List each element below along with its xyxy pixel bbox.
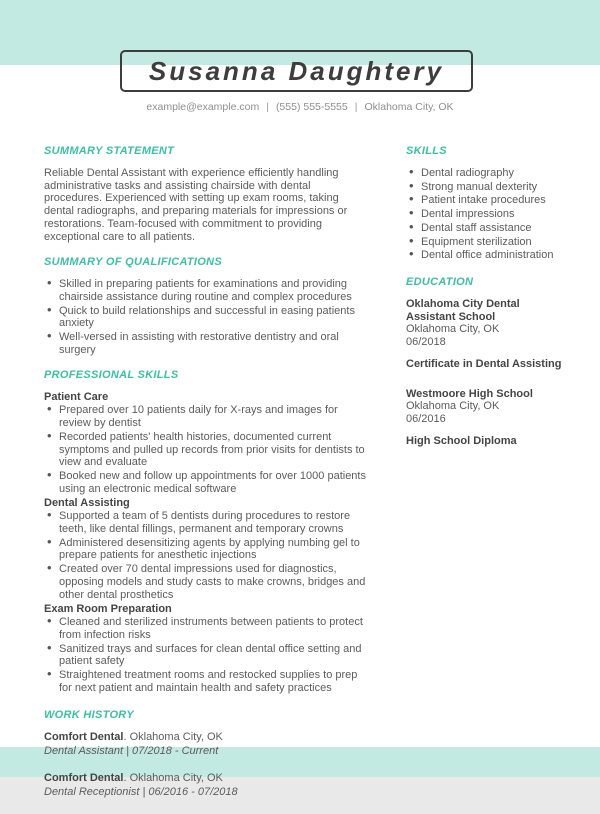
list-item: • Quick to build relationships and successful in easing patients anxiety xyxy=(44,305,369,330)
contact-line xyxy=(0,101,600,113)
contact-separator: | xyxy=(266,101,269,113)
list-item: • Dental impressions xyxy=(406,208,570,221)
list-item: • Patient intake procedures xyxy=(406,194,570,207)
education-date: 06/2018 xyxy=(406,336,446,349)
job-company: Comfort Dental xyxy=(44,772,124,785)
work-history-entry xyxy=(44,731,369,758)
education-date: 06/2016 xyxy=(406,413,446,426)
contact-email: example@example.com xyxy=(146,101,260,113)
section-heading-skills: SKILLS xyxy=(406,145,447,157)
skill-group-list xyxy=(44,404,369,495)
contact-phone: (555) 555-5555 xyxy=(275,101,348,113)
skill-group-title: Exam Room Preparation xyxy=(44,603,172,616)
list-item: • Sanitized trays and surfaces for clean dental office setting and patient safety xyxy=(44,643,369,668)
list-item: • Dental office administration xyxy=(406,249,570,262)
list-item: • Cleaned and sterilized instruments between patients to protect from infection risks xyxy=(44,616,369,641)
list-item: • Recorded patients' health histories, documented current symptoms and pulled up records from prior visits for dentists to view and evaluate xyxy=(44,431,369,469)
job-company: Comfort Dental xyxy=(44,730,124,743)
content-columns xyxy=(44,145,570,814)
list-item: • Skilled in preparing patients for examinations and providing chairside assistance during routine and complex procedures xyxy=(44,278,369,303)
section-heading-professional-skills: PROFESSIONAL SKILLS xyxy=(44,369,179,382)
right-column xyxy=(406,145,570,448)
education-entry xyxy=(406,388,570,448)
skills-list xyxy=(406,167,570,262)
education-credential: Certificate in Dental Assisting xyxy=(406,357,562,370)
list-item: • Dental staff assistance xyxy=(406,222,570,235)
job-company-location: . Oklahoma City, OK xyxy=(123,730,223,743)
job-company-line xyxy=(44,772,369,785)
job-title-dates: Dental Receptionist | 06/2016 - 07/2018 xyxy=(44,786,238,799)
list-item: • Administered desensitizing agents by applying numbing gel to prepare patients for anesthetic injections xyxy=(44,537,369,562)
list-item: • Created over 70 dental impressions used for diagnostics, opposing models and study casts to make crowns, bridges and other dental prosthetics xyxy=(44,563,369,601)
contact-location: Oklahoma City, OK xyxy=(364,101,454,113)
name-box xyxy=(120,50,473,92)
skill-group-title: Patient Care xyxy=(44,391,109,404)
list-item: • Equipment sterilization xyxy=(406,236,570,249)
left-column xyxy=(44,145,369,814)
skill-group-patient-care xyxy=(44,391,369,495)
list-item: • Straightened treatment rooms and restocked supplies to prep for next patient and maintain health and safety practices xyxy=(44,669,369,694)
section-heading-summary-statement: SUMMARY STATEMENT xyxy=(44,145,175,157)
skill-group-exam-room-preparation xyxy=(44,603,369,694)
list-item: • Dental radiography xyxy=(406,167,570,180)
education-credential: High School Diploma xyxy=(406,434,517,447)
job-company-location: . Oklahoma City, OK xyxy=(123,772,223,785)
list-item: • Prepared over 10 patients daily for X-rays and images for review by dentist xyxy=(44,404,369,429)
education-school: Oklahoma City Dental Assistant School xyxy=(406,297,520,323)
list-item: • Well-versed in assisting with restorative dentistry and oral surgery xyxy=(44,331,369,356)
summary-statement-text: Reliable Dental Assistant with experience efficiently handling administrative tasks and assisting chairside with dental procedures. Experienced with setting up exam rooms, taking dental radiographs, and preparing materials for impressions or restorations. Team-focused with commitment to providing exceptional care to all patients. xyxy=(44,167,348,243)
skill-group-list xyxy=(44,510,369,601)
education-school: Westmoore High School xyxy=(406,387,533,400)
skill-group-dental-assisting xyxy=(44,497,369,601)
contact-separator: | xyxy=(354,101,358,113)
list-item: • Supported a team of 5 dentists during procedures to restore teeth, like dental fillings, permanent and temporary crowns xyxy=(44,510,369,535)
education-location: Oklahoma City, OK xyxy=(406,400,500,413)
candidate-name: Susanna Daughtery xyxy=(148,55,445,86)
section-heading-work-history: WORK HISTORY xyxy=(44,708,134,721)
section-heading-summary-of-qualifications: SUMMARY OF QUALIFICATIONS xyxy=(44,256,222,269)
job-title-dates: Dental Assistant | 07/2018 - Current xyxy=(44,744,219,757)
skill-group-title: Dental Assisting xyxy=(44,497,130,510)
list-item: • Strong manual dexterity xyxy=(406,181,570,194)
qualifications-list xyxy=(44,278,369,356)
education-entry xyxy=(406,298,570,371)
education-spacer xyxy=(406,371,570,388)
work-history-entry xyxy=(44,772,369,799)
section-heading-education: EDUCATION xyxy=(406,275,474,288)
job-company-line xyxy=(44,731,369,744)
skill-group-list xyxy=(44,616,369,694)
list-item: • Booked new and follow up appointments for over 1000 patients using an electronic medical software xyxy=(44,470,369,495)
education-location: Oklahoma City, OK xyxy=(406,323,500,336)
